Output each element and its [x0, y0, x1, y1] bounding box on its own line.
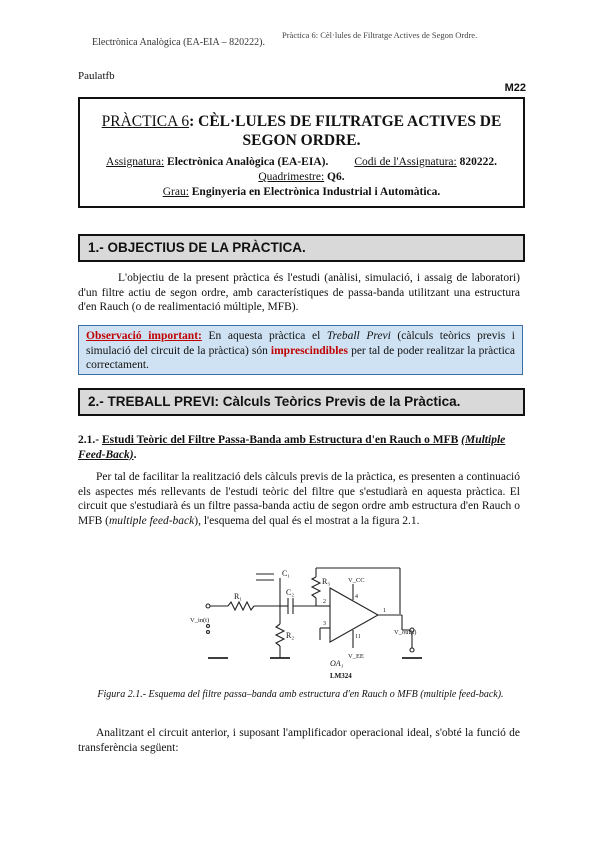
figure-caption: Figura 2.1.- Esquema del filtre passa–banda amb estructura d'en Rauch o MFB (multiple feed-back).: [97, 689, 504, 700]
header-left: Electrònica Analògica (EA-EIA – 820222).: [92, 37, 265, 48]
label-oa: OA₁: [330, 659, 344, 668]
section-1-heading: 1.- OBJECTIUS DE LA PRÀCTICA.: [78, 234, 525, 262]
label-pin2: 2: [323, 599, 326, 605]
subsection-2-1-title: 2.1.- Estudi Teòric del Filtre Passa-Banda amb Estructura d'en Rauch o MFB (Multiple Feed-Back).: [78, 434, 506, 461]
subject-line: Assignatura: Electrònica Analògica (EA-EIA). Codi de l'Assignatura: 820222.: [106, 156, 497, 168]
quadrimester-line: Quadrimestre: Q6.: [258, 171, 345, 183]
title-box: [78, 97, 525, 208]
practice-title: PRÀCTICA 6: CÈL·LULES DE FILTRATGE ACTIVES DE SEGON ORDRE.: [101, 113, 502, 149]
author-name: Paulatfb: [78, 70, 115, 82]
label-r2: R₂: [286, 631, 295, 640]
label-r1: R₁: [234, 592, 243, 601]
label-vin: V_in(t): [190, 617, 210, 624]
label-c1: C₁: [282, 569, 291, 578]
label-vee: V_EE: [348, 653, 364, 660]
degree-line: Grau: Enginyeria en Electrònica Industrial i Automàtica.: [162, 186, 441, 198]
section-1-text: L'objectiu de la present pràctica és l'estudi (anàlisi, simulació, i assaig de laboratori) d'un filtre actiu de segon ordre, amb característiques de passa-banda utilitzant una estructura d'en Rauch (o de realimentació múltiple, MFB).: [78, 272, 520, 313]
closing-text: Analitzant el circuit anterior, i suposant l'amplificador operacional ideal, s'obté la funció de transferència següent:: [78, 727, 520, 754]
label-r3: R₃: [322, 577, 331, 586]
subsection-2-1-text: Per tal de facilitar la realització dels càlculs previs de la pràctica, es presenten a continuació els aspectes més rellevants de l'estudi teòric del filtre que s'estudiarà en aquesta pràctica. El circuit que s'estudiarà és un filtre passa-banda actiu de segon ordre amb estructura d'en Rauch o MFB (multiple feed-back), l'esquema del qual és el mostrat a la figura 2.1.: [78, 471, 520, 527]
label-pin4: 4: [355, 594, 358, 600]
label-c2: C₂: [286, 588, 295, 597]
label-vout: V_out(t): [394, 629, 417, 636]
label-vcc: V_CC: [348, 577, 365, 584]
label-ic: LM324: [330, 672, 352, 680]
section-2-heading: 2.- TREBALL PREVI: Càlculs Teòrics Previs de la Pràctica.: [78, 388, 525, 416]
important-note: Observació important: En aquesta pràctica el Treball Previ (càlculs teòrics previs i simulació del circuit de la pràctica) són imprescindibles per tal de poder realitzar la pràctica correctament.: [78, 325, 523, 375]
label-pin11: 11: [355, 634, 361, 640]
header-right: Pràctica 6: Cèl·lules de Filtratge Actives de Segon Ordre.: [282, 30, 478, 40]
rauch-filter-schematic: [190, 562, 520, 684]
label-pin1: 1: [383, 608, 386, 614]
label-pin3: 3: [323, 621, 326, 627]
document-code: M22: [504, 82, 526, 94]
